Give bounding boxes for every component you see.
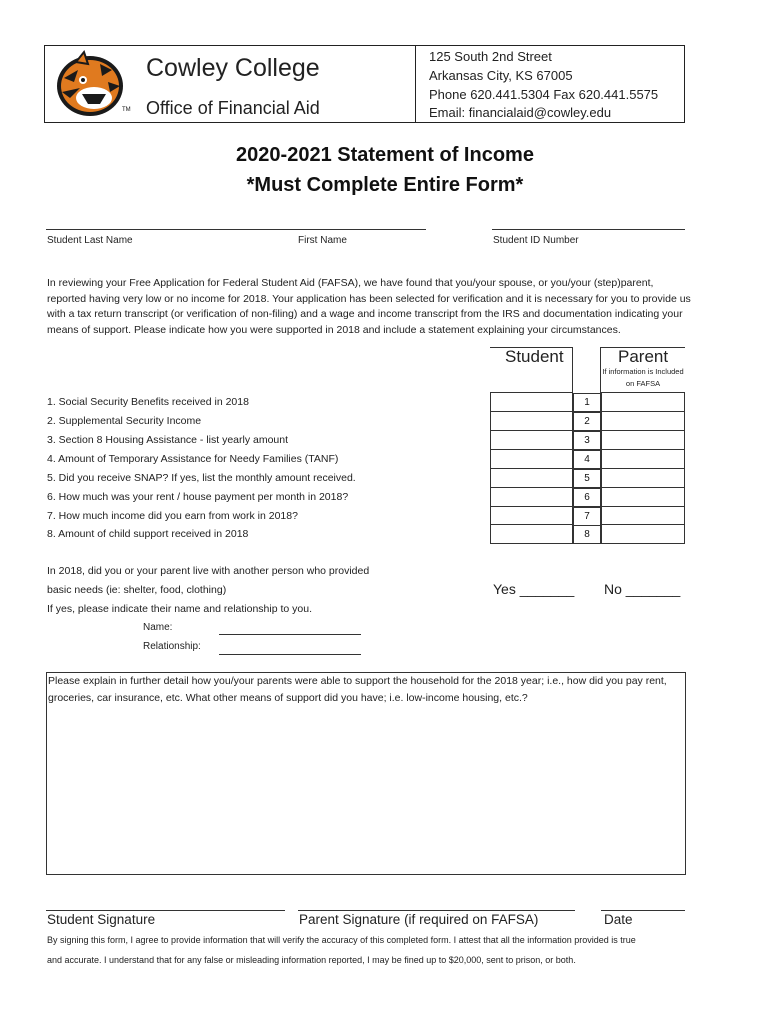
- row-number: 6: [573, 488, 601, 507]
- household-question-line1: In 2018, did you or your parent live with another person who provided: [47, 565, 370, 577]
- parent-answer-box[interactable]: [601, 506, 685, 526]
- student-id-line[interactable]: [492, 229, 685, 230]
- parent-signature-label: Parent Signature (if required on FAFSA): [299, 912, 539, 927]
- form-title: 2020-2021 Statement of Income: [236, 144, 534, 166]
- parent-answer-box[interactable]: [601, 430, 685, 450]
- household-question-line3: If yes, please indicate their name and relationship to you.: [47, 603, 312, 615]
- last-name-label: Student Last Name: [47, 235, 133, 246]
- parent-column-header: Parent: [618, 347, 669, 366]
- parent-signature-line[interactable]: [298, 910, 575, 911]
- question-label: 1. Social Security Benefits received in 2018: [47, 396, 249, 408]
- date-label: Date: [604, 912, 633, 927]
- column-spacer: [572, 347, 601, 393]
- question-label: 3. Section 8 Housing Assistance - list yearly amount: [47, 434, 289, 446]
- parent-answer-box[interactable]: [601, 411, 685, 431]
- parent-note-line2: on FAFSA: [625, 379, 661, 388]
- address-line1: 125 South 2nd Street: [429, 49, 552, 64]
- student-answer-box[interactable]: [490, 430, 573, 450]
- student-answer-box[interactable]: [490, 506, 573, 526]
- student-signature-line[interactable]: [46, 910, 285, 911]
- relationship-line[interactable]: [219, 654, 361, 655]
- student-signature-label: Student Signature: [47, 912, 156, 927]
- attestation-line1: By signing this form, I agree to provide information that will verify the accuracy of this completed form. I attest that all the information provided is true: [47, 935, 636, 945]
- parent-answer-box[interactable]: [601, 449, 685, 469]
- student-answer-box[interactable]: [490, 411, 573, 431]
- row-number: 3: [573, 431, 601, 450]
- row-number: 1: [573, 393, 601, 412]
- row-number: 7: [573, 507, 601, 526]
- date-line[interactable]: [601, 910, 685, 911]
- parent-answer-box[interactable]: [601, 392, 685, 412]
- office-name: Office of Financial Aid: [146, 98, 320, 118]
- parent-note-line1: If information is Included: [602, 367, 684, 376]
- row-number: 2: [573, 412, 601, 431]
- relationship-label: Relationship:: [143, 641, 201, 652]
- name-label: Name:: [143, 622, 173, 633]
- phone-fax: Phone 620.441.5304 Fax 620.441.5575: [429, 87, 659, 102]
- parent-answer-box[interactable]: [601, 524, 685, 544]
- yes-option[interactable]: Yes _______: [493, 581, 575, 597]
- header-divider: [415, 45, 416, 123]
- household-question-line2: basic needs (ie: shelter, food, clothing): [47, 584, 227, 596]
- question-label: 2. Supplemental Security Income: [47, 415, 202, 427]
- intro-paragraph: In reviewing your Free Application for Federal Student Aid (FAFSA), we have found that you/your spouse, or you/your (step)parent, reported having very low or no income for 2018. Your application has been selected for verification and it is necessary for you to provide us with a tax return transcript (or verification of non-filing) and a wage and income transcript from the IRS and documentation indicating your means of support. Please indicate how you were supported in 2018 and include a statement explaining your circumstances.: [47, 277, 691, 336]
- question-label: 7. How much income did you earn from work in 2018?: [47, 510, 298, 522]
- college-name: Cowley College: [146, 54, 320, 82]
- question-label: 4. Amount of Temporary Assistance for Needy Families (TANF): [47, 453, 339, 465]
- name-line[interactable]: [219, 634, 361, 635]
- student-column-header: Student: [505, 347, 564, 366]
- attestation-line2: and accurate. I understand that for any false or misleading information reported, I may be fined up to $20,000, sent to prison, or both.: [47, 955, 576, 965]
- student-answer-box[interactable]: [490, 524, 573, 544]
- student-name-line[interactable]: [46, 229, 426, 230]
- form-subtitle: *Must Complete Entire Form*: [246, 174, 524, 196]
- student-answer-box[interactable]: [490, 449, 573, 469]
- parent-answer-box[interactable]: [601, 487, 685, 507]
- email: Email: financialaid@cowley.edu: [429, 105, 612, 120]
- row-number: 5: [573, 469, 601, 488]
- first-name-label: First Name: [298, 235, 347, 246]
- explanation-prompt: Please explain in further detail how you/your parents were able to support the household for the 2018 year; i.e., how did you pay rent, groceries, car insurance, etc. What other means of support did you have; i.e. low-income housing, etc.?: [48, 675, 667, 704]
- student-answer-box[interactable]: [490, 392, 573, 412]
- question-label: 6. How much was your rent / house payment per month in 2018?: [47, 491, 349, 503]
- parent-answer-box[interactable]: [601, 468, 685, 488]
- row-number: 8: [573, 525, 601, 544]
- student-answer-box[interactable]: [490, 468, 573, 488]
- row-number: 4: [573, 450, 601, 469]
- question-label: 5. Did you receive SNAP? If yes, list the monthly amount received.: [47, 472, 356, 484]
- parent-column-note: [598, 366, 688, 390]
- trademark-mark: TM: [122, 107, 131, 113]
- address-line2: Arkansas City, KS 67005: [429, 68, 573, 83]
- student-answer-box[interactable]: [490, 487, 573, 507]
- no-option[interactable]: No _______: [604, 581, 681, 597]
- question-label: 8. Amount of child support received in 2018: [47, 528, 249, 540]
- student-id-label: Student ID Number: [493, 235, 579, 246]
